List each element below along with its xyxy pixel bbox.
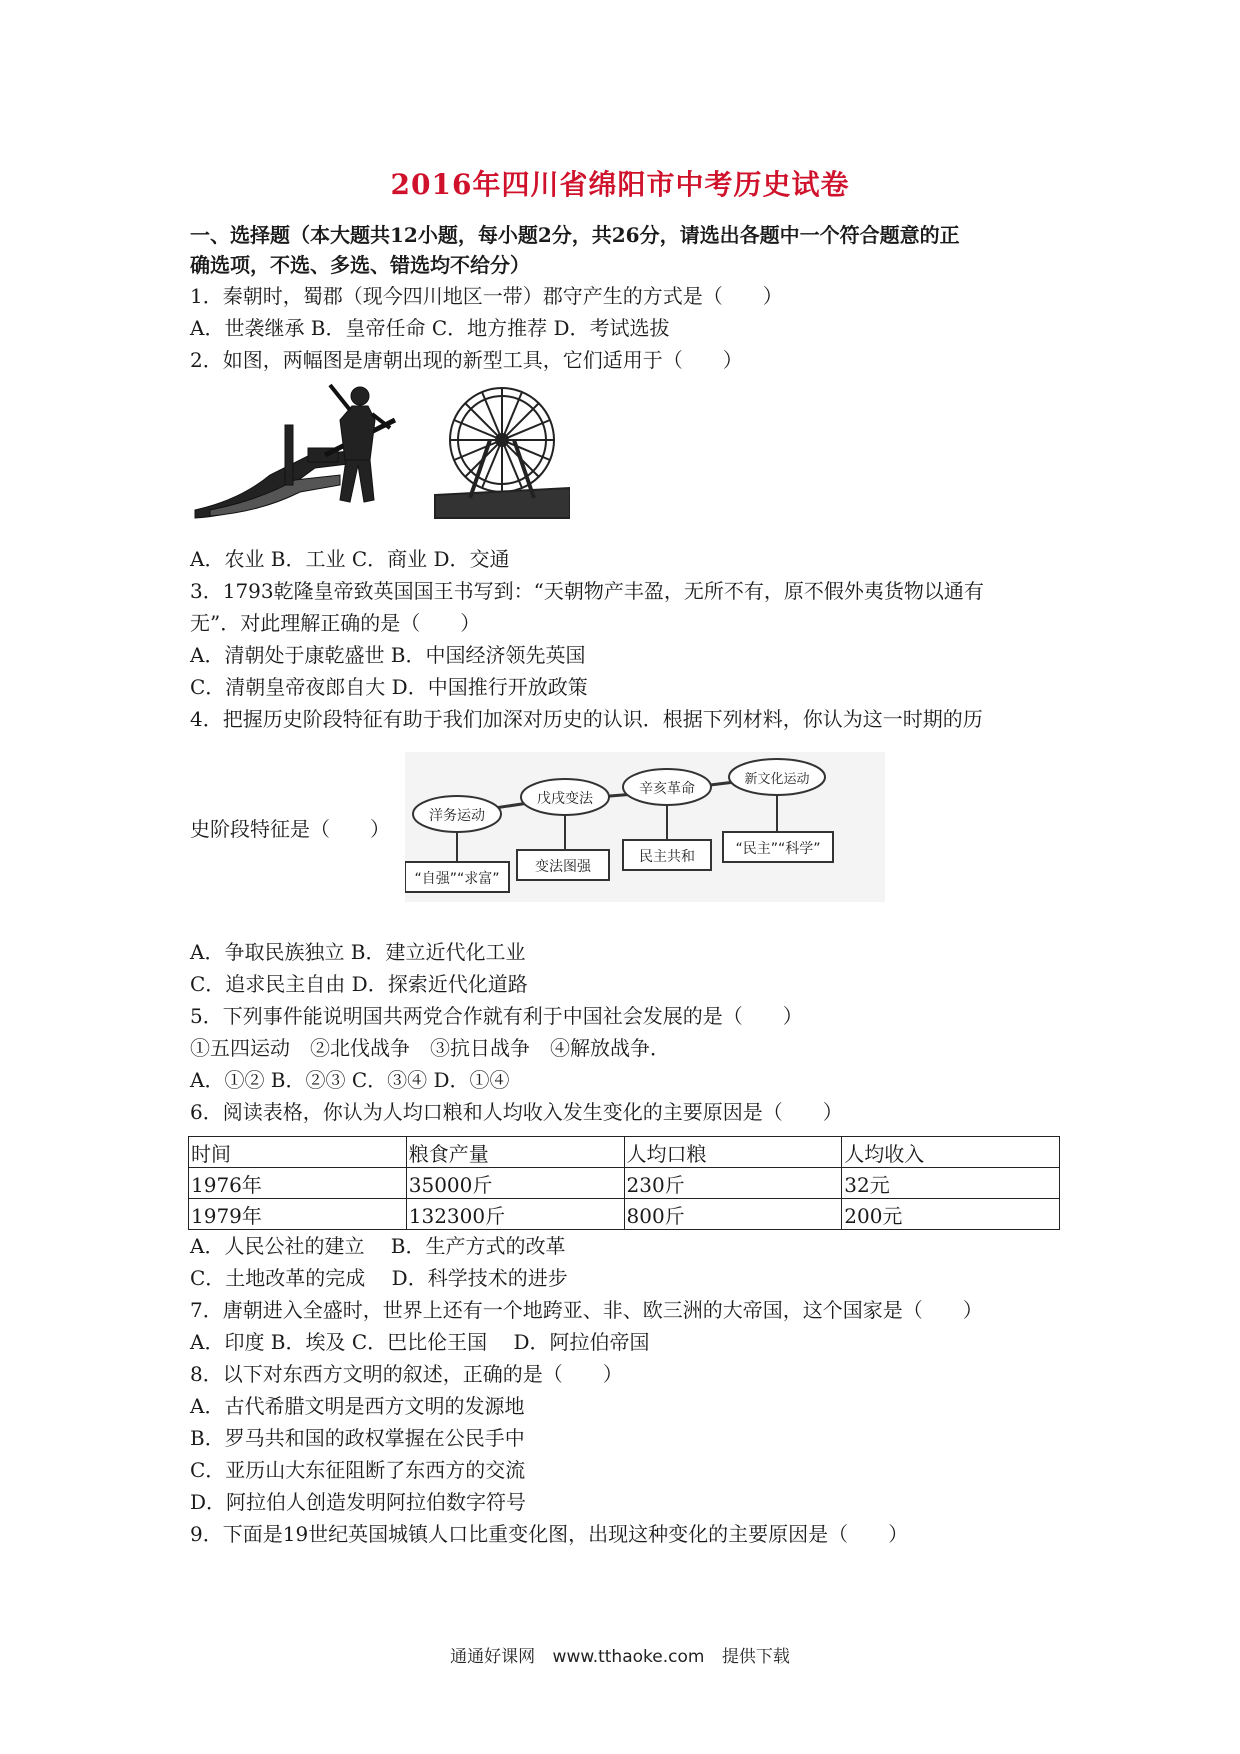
q6-stem: 6．阅读表格，你认为人均口粮和人均收入发生变化的主要原因是（ ） (190, 1100, 843, 1124)
q5-options: A．①② B．②③ C．③④ D．①④ (190, 1068, 510, 1092)
q6-options-line2: C．土地改革的完成 D．科学技术的进步 (190, 1266, 568, 1290)
table-cell: 32元 (842, 1168, 1060, 1199)
timeline-event-3: 辛亥革命 (639, 781, 695, 797)
timeline-slogan-4: “民主”“科学” (735, 841, 821, 857)
table-cell: 1976年 (189, 1168, 407, 1199)
table-cell: 230斤 (624, 1168, 842, 1199)
q7-stem: 7．唐朝进入全盛时，世界上还有一个地跨亚、非、欧三洲的大帝国，这个国家是（ ） (190, 1298, 983, 1322)
q8-option-d: D．阿拉伯人创造发明阿拉伯数字符号 (190, 1490, 527, 1514)
table-header-row (189, 1137, 1060, 1168)
q3-options-line1: A．清朝处于康乾盛世 B．中国经济领先英国 (190, 643, 586, 667)
q1-stem: 1．秦朝时，蜀郡（现今四川地区一带）郡守产生的方式是（ ） (190, 284, 783, 308)
footer-url-link[interactable]: www.tthaoke.com (552, 1647, 705, 1667)
footer-site-name: 通通好课网 (450, 1647, 536, 1667)
q4-options-line2: C．追求民主自由 D．探索近代化道路 (190, 972, 528, 996)
table-cell: 800斤 (624, 1199, 842, 1230)
table-row (189, 1168, 1060, 1199)
timeline-event-2: 戊戌变法 (537, 791, 593, 807)
table-header-cell: 时间 (189, 1137, 407, 1168)
q2-tools-figure (190, 380, 570, 520)
q4-options-line1: A．争取民族独立 B．建立近代化工业 (190, 940, 526, 964)
section-heading-line2: 确选项，不选、多选、错选均不给分） (190, 253, 530, 277)
table-header-cell: 粮食产量 (406, 1137, 624, 1168)
q2-stem: 2．如图，两幅图是唐朝出现的新型工具，它们适用于（ ） (190, 348, 743, 372)
timeline-slogan-2: 变法图强 (535, 859, 591, 875)
q8-option-b: B．罗马共和国的政权掌握在公民手中 (190, 1426, 525, 1450)
table-header-cell: 人均收入 (842, 1137, 1060, 1168)
q1-options: A．世袭继承 B．皇帝任命 C．地方推荐 D．考试选拔 (190, 316, 670, 340)
q6-options-line1: A．人民公社的建立 B．生产方式的改革 (190, 1234, 566, 1258)
q3-stem-line2: 无”．对此理解正确的是（ ） (190, 611, 481, 635)
footer-note: 提供下载 (721, 1647, 790, 1667)
timeline-event-4: 新文化运动 (744, 772, 810, 787)
q4-timeline-figure (405, 752, 885, 902)
timeline-slogan-1: “自强”“求富” (414, 871, 500, 887)
q5-items: ①五四运动 ②北伐战争 ③抗日战争 ④解放战争． (190, 1036, 670, 1060)
table-cell: 1979年 (189, 1199, 407, 1230)
q3-stem-line1: 3．1793乾隆皇帝致英国国王书写到：“天朝物产丰盈，无所不有，原不假外夷货物以通有 (190, 579, 984, 603)
q9-stem: 9．下面是19世纪英国城镇人口比重变化图，出现这种变化的主要原因是（ ） (190, 1522, 909, 1546)
q8-option-a: A．古代希腊文明是西方文明的发源地 (190, 1394, 525, 1418)
q5-stem: 5．下列事件能说明国共两党合作就有利于中国社会发展的是（ ） (190, 1004, 803, 1028)
table-cell: 35000斤 (406, 1168, 624, 1199)
q4-stem-line1: 4．把握历史阶段特征有助于我们加深对历史的认识．根据下列材料，你认为这一时期的历 (190, 707, 983, 731)
page-footer (0, 1642, 1240, 1667)
q4-stem-line2: 史阶段特征是（ ） (190, 817, 390, 841)
timeline-event-1: 洋务运动 (429, 808, 485, 824)
water-wheel-illustration (435, 388, 570, 518)
curved-plow-illustration (195, 385, 395, 518)
timeline-slogan-3: 民主共和 (639, 849, 695, 865)
table-cell: 132300斤 (406, 1199, 624, 1230)
table-header-cell: 人均口粮 (624, 1137, 842, 1168)
q6-data-table (188, 1136, 1060, 1230)
table-cell: 200元 (842, 1199, 1060, 1230)
table-row (189, 1199, 1060, 1230)
q3-options-line2: C．清朝皇帝夜郎自大 D．中国推行开放政策 (190, 675, 588, 699)
q7-options: A．印度 B．埃及 C．巴比伦王国 D．阿拉伯帝国 (190, 1330, 650, 1354)
q8-option-c: C．亚历山大东征阻断了东西方的交流 (190, 1458, 526, 1482)
exam-title: 2016年四川省绵阳市中考历史试卷 (390, 168, 850, 201)
q2-options: A．农业 B．工业 C．商业 D．交通 (190, 547, 510, 571)
section-heading-line1: 一、选择题（本大题共12小题，每小题2分，共26分，请选出各题中一个符合题意的正 (190, 223, 960, 247)
q8-stem: 8．以下对东西方文明的叙述，正确的是（ ） (190, 1362, 623, 1386)
